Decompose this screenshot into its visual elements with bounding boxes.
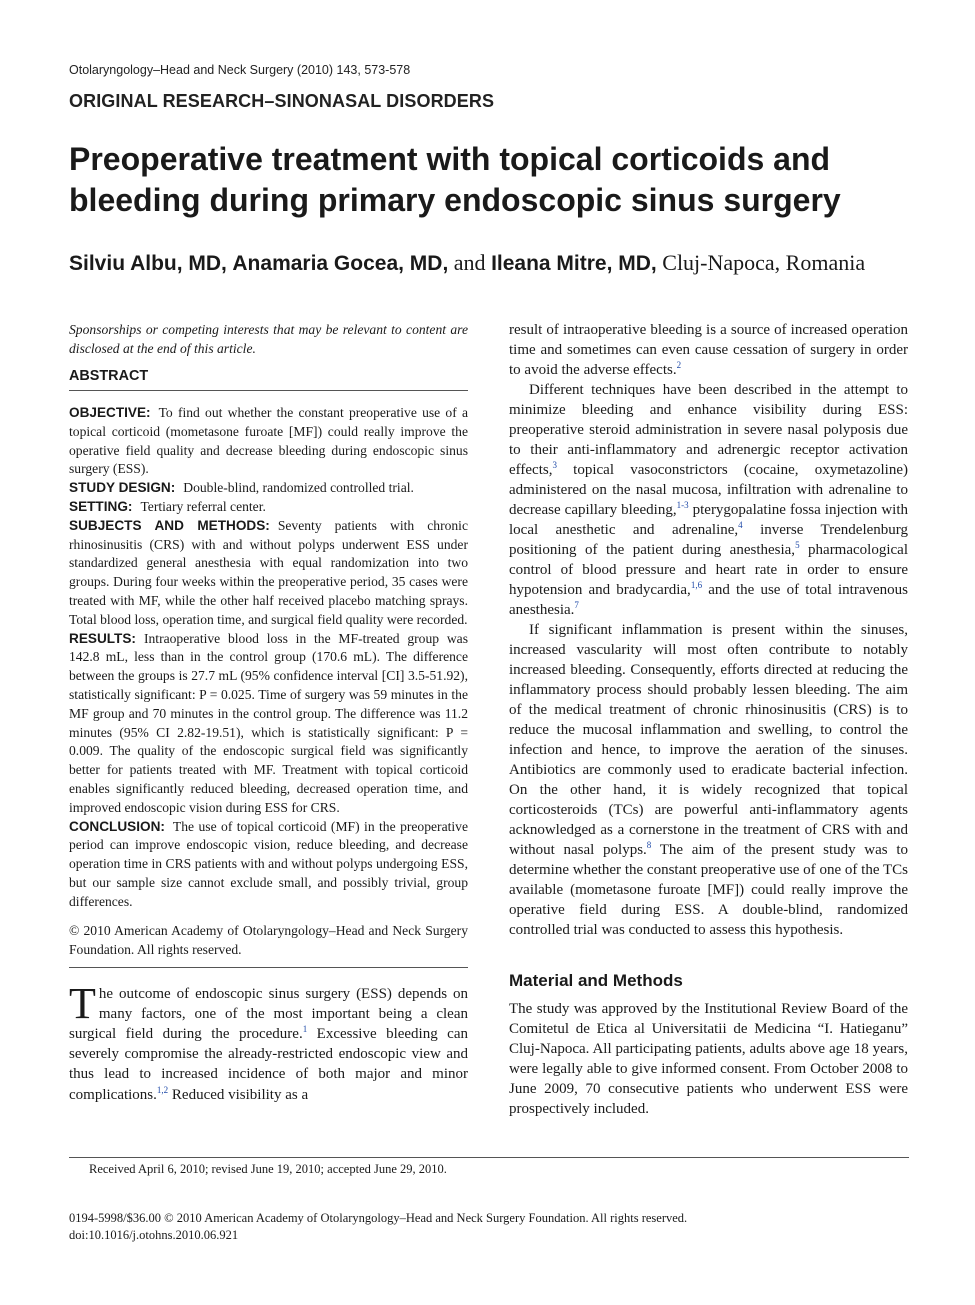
abstract-heading: ABSTRACT [69,368,468,391]
abstract-label: STUDY DESIGN: [69,480,176,496]
abstract-label: CONCLUSION: [69,818,165,834]
abstract-study-design [69,479,468,498]
author-gocea: Anamaria Gocea, MD, [232,252,449,275]
abstract-subjects-methods [69,517,468,630]
body-text: result of intraoperative bleeding is a source of increased operation time and sometimes can even cause cessation of surgery in order to avoid the adverse effects. [509,322,908,378]
received-dates: Received April 6, 2010; revised June 19, 2010; accepted June 29, 2010. [89,1162,447,1176]
drop-cap: T [69,978,96,1028]
abstract-label: OBJECTIVE: [69,405,151,420]
citation-link[interactable]: 4 [738,520,743,530]
doi-link[interactable]: doi:10.1016/j.otohns.2010.06.921 [69,1228,239,1242]
sponsorship-note: Sponsorships or competing interests that may be relevant to content are disclosed at the end of this article. [69,322,468,356]
footnote-divider [69,1157,909,1158]
intro-text-2: Excessive bleeding can severely compromise the already-restricted endoscopic view and thus lead to increased incidence of both major and minor complications. [69,1025,468,1103]
abstract-body [69,404,468,912]
article-title [69,139,929,221]
author-location: Cluj-Napoca, Romania [662,250,866,275]
abstract-text: Tertiary referral center. [140,498,266,514]
methods-heading: Material and Methods [509,971,683,990]
citation-link[interactable]: 2 [676,360,682,370]
author-albu: Silviu Albu, MD, [69,252,227,275]
body-text: The aim of the present study was to determine whether the constant preoperative use of one of the TCs available (mometasone furoate [MF]) could really improve the operative field during ESS. A double-blind, randomized controlled trial was conducted to assess this hypothesis. [509,842,908,938]
abstract-text: To find out whether the constant preoperative use of a topical corticoid (mometasone furoate [MF]) could really improve the operative field quality and decrease bleeding during endoscopic sinus surgery (ESS). [69,405,468,477]
abstract-setting [69,498,468,517]
intro-text-1: he outcome of endoscopic sinus surgery (ESS) depends on many factors, one of the most important being a clean surgical field during the procedure. [69,985,468,1042]
abstract-text: Seventy patients with chronic rhinosinusitis (CRS) with and without polyps underwent ESS under standardized general anesthesia with equal randomization into two groups. During four weeks within the preoperative period, 35 cases were treated with MF, while the other half received placebo matching sprays. Total blood loss, operation time, and surgical field quality were recorded. [69,517,468,627]
citation-link[interactable]: 8 [646,840,652,850]
author-conjunction: and [453,250,486,275]
title-line-2: bleeding during primary endoscopic sinus surgery [69,182,841,218]
body-text: If significant inflammation is present within the sinuses, increased vascularity will most often contribute to notably increased bleeding. Consequently, efforts directed at reducing the inflammatory process should probably lessen bleeding. The aim of the medical treatment of chronic rhinosinusitis (CRS) is to reduce the mucosal inflammation and swelling, to control the infection and hence, to improve the aeration of the sinuses. Antibiotics are commonly used to eradicate bacterial infection. On the other hand, it is widely recognized that topical corticosteroids (TCs) are powerful anti-inflammatory agents acknowledged as a cornerstone in the treatment of CRS with and without nasal polyps. [509,622,908,858]
publication-info [69,1210,687,1244]
abstract-text: The use of topical corticoid (MF) in the preoperative period can improve endoscopic vision, reduce bleeding, and decrease operation time in CRS patients with and without polyps undergoing ESS, but our sample size cannot exclude small, and possibly trivial, group differences. [69,818,468,909]
body-paragraph-inflammation [509,620,908,940]
right-column [509,320,908,1119]
citation-link[interactable]: 1,6 [690,580,703,590]
citation-link[interactable]: 3 [552,460,557,470]
title-line-1: Preoperative treatment with topical corticoids and [69,141,831,177]
abstract-text: Intraoperative blood loss in the MF-treated group was 142.8 mL, less than in the control group (170.6 mL). The difference between the groups is 27.7 mL (95% confidence interval [CI] 3.5-51.92), statistically significant: P = 0.025. Time of surgery was 59 minutes in the MF group and 70 minutes in the control group. The difference was 11.2 minutes (95% CI 2.82-19.51), which is statistically significant: P = 0.009. The quality of the endoscopic surgical field was significantly better for patients treated with MF. Treatment with topical corticoid enables significantly reduced bleeding, decreased operation time, and improved endoscopic vision during ESS for CRS. [69,630,468,815]
journal-citation: Otolaryngology–Head and Neck Surgery (2010) 143, 573-578 [69,63,411,77]
body-text: topical vasoconstrictors (cocaine, oxymetazoline) administered on the nasal mucosa, infiltration with adrenaline to decrease capillary bleeding, [509,462,908,518]
abstract-label: RESULTS: [69,630,136,646]
citation-link[interactable]: 7 [574,600,579,610]
abstract-copyright: © 2010 American Academy of Otolaryngology–Head and Neck Surgery Foundation. All rights reserved. [69,921,468,968]
citation-link[interactable]: 1,2 [156,1084,169,1095]
abstract-conclusion [69,818,468,912]
abstract-results [69,630,468,818]
methods-paragraph: The study was approved by the Institutional Review Board of the Comitetul de Etica al Universitatii de Medicina “I. Hatieganu” Cluj-Napoca. All participating patients, adults above age 18 years, were legally able to give informed consent. From October 2008 to June 2009, 70 consecutive patients who underwent ESS were prospectively included. [509,1001,908,1117]
abstract-label: SETTING: [69,498,133,514]
citation-link[interactable]: 5 [795,540,800,550]
citation-link[interactable]: 1 [302,1023,308,1034]
body-text: pterygopalatine fossa injection with local anesthetic and adrenaline, [509,502,909,538]
section-label: ORIGINAL RESEARCH–SINONASAL DISORDERS [69,91,495,111]
intro-text-3: Reduced visibility as a [168,1086,309,1103]
body-text: inverse Trendelenburg positioning of the patient during anesthesia, [509,522,908,558]
body-text: and the use of total intravenous anesthesia. [509,582,908,618]
abstract-objective [69,404,468,479]
body-text: pharmacological control of blood pressure and heart rate in order to ensure hypotension and bradycardia, [509,542,908,598]
author-list [69,248,929,278]
citation-link[interactable]: 1-3 [676,500,689,510]
abstract-text: Double-blind, randomized controlled trial. [183,480,414,496]
body-text: Different techniques have been described in the attempt to minimize bleeding and enhance visibility during ESS: preoperative steroid administration in severe nasal polyposis due to their anti-inflammatory and adrenergic receptor activation effects, [509,382,908,478]
body-paragraph-techniques [509,380,908,620]
issn-line: 0194-5998/$36.00 © 2010 American Academy of Otolaryngology–Head and Neck Surgery Foundation. All rights reserved. [69,1211,688,1225]
author-mitre: Ileana Mitre, MD, [491,252,657,275]
body-paragraph-continued [509,320,908,380]
abstract-label: SUBJECTS AND METHODS: [69,517,270,533]
left-column [69,320,468,1105]
intro-paragraph [69,978,468,1105]
